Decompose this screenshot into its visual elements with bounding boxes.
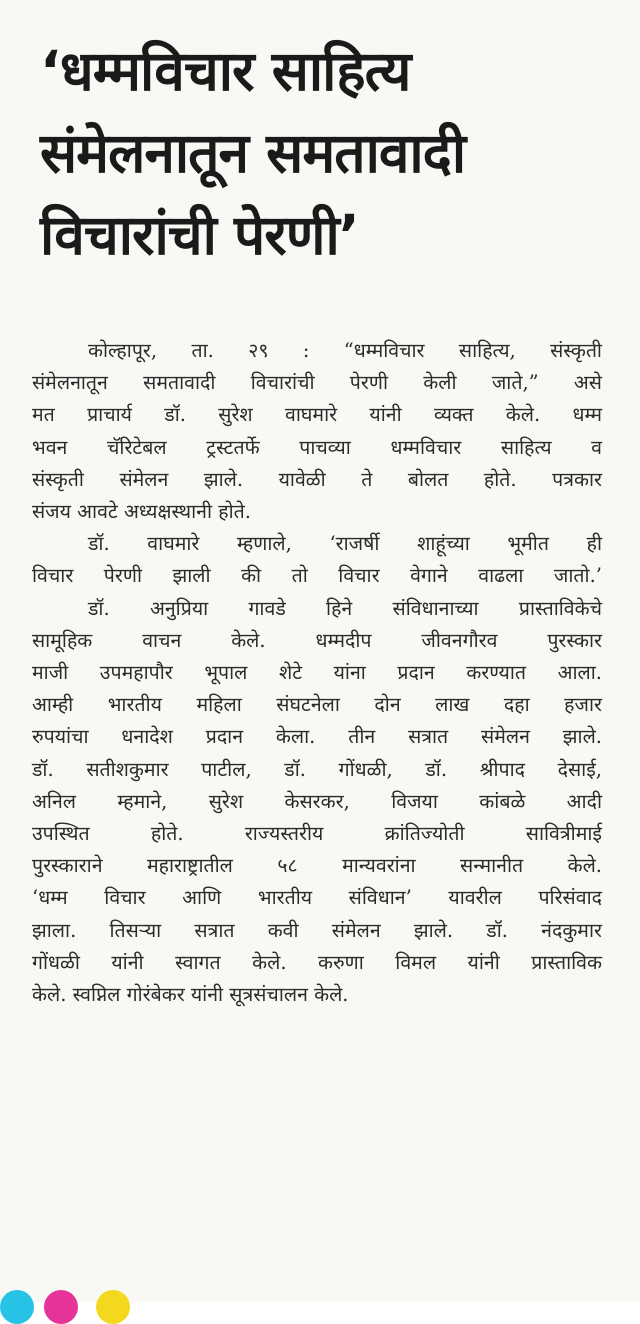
- article-paragraph: [32, 593, 602, 1012]
- article-line: गोंधळी यांनी स्वागत केले. करुणा विमल यांनी प्रास्ताविक: [32, 950, 602, 974]
- article-line: आम्ही भारतीय महिला संघटनेला दोन लाख दहा हजार: [32, 693, 602, 717]
- magenta-color-dot: [44, 1290, 78, 1324]
- yellow-color-dot: [96, 1290, 130, 1324]
- article-line: डॉ. वाघमारे म्हणाले, ‘राजर्षी शाहूंच्या भूमीत ही: [88, 532, 602, 556]
- article-line: सामूहिक वाचन केले. धम्मदीप जीवनगौरव पुरस्कार: [32, 628, 602, 652]
- article-line: डॉ. सतीशकुमार पाटील, डॉ. गोंधळी, डॉ. श्रीपाद देसाई,: [32, 757, 602, 781]
- article-line: भवन चॅरिटेबल ट्रस्टतर्फे पाचव्या धम्मविचार साहित्य व: [32, 435, 602, 459]
- article-line: झाला. तिसऱ्या सत्रात कवी संमेलन झाले. डॉ. नंदकुमार: [32, 918, 602, 942]
- article-line: ‘धम्म विचार आणि भारतीय संविधान’ यावरील परिसंवाद: [32, 886, 602, 910]
- article-paragraph: [32, 335, 602, 528]
- headline: [40, 30, 630, 276]
- article-line: रुपयांचा धनादेश प्रदान केला. तीन सत्रात संमेलन झाले.: [32, 725, 602, 749]
- article-line: मत प्राचार्य डॉ. सुरेश वाघमारे यांनी व्यक्त केले. धम्म: [32, 403, 602, 427]
- article-line: विचार पेरणी झाली की तो विचार वेगाने वाढला जातो.’: [32, 564, 602, 588]
- article-line: संस्कृती संमेलन झाले. यावेळी ते बोलत होते. पत्रकार: [32, 467, 602, 491]
- article-line: संमेलनातून समतावादी विचारांची पेरणी केली जाते,” असे: [32, 371, 602, 395]
- article-line: पुरस्काराने महाराष्ट्रातील ५८ मान्यवरांना सन्मानीत केले.: [32, 854, 602, 878]
- article-line: कोल्हापूर, ता. २९ : “धम्मविचार साहित्य, संस्कृती: [88, 339, 602, 362]
- headline-line: ‘धम्मविचार साहित्य: [40, 39, 411, 103]
- article-line: माजी उपमहापौर भूपाल शेटे यांना प्रदान करण्यात आला.: [32, 661, 602, 685]
- article-line: संजय आवटे अध्यक्षस्थानी होते.: [32, 500, 251, 524]
- headline-line: संमेलनातून समतावादी: [40, 121, 466, 185]
- article-paragraph: [32, 528, 602, 592]
- cyan-color-dot: [0, 1290, 34, 1324]
- article-line: अनिल म्हमाने, सुरेश केसरकर, विजया कांबळे आदी: [32, 789, 602, 813]
- article-line: केले. स्वप्निल गोरंबेकर यांनी सूत्रसंचालन केले.: [32, 983, 349, 1007]
- article-line: डॉ. अनुप्रिया गावडे हिने संविधानाच्या प्रास्ताविकेचे: [88, 596, 602, 620]
- article-body: [32, 335, 602, 1011]
- article-line: उपस्थित होते. राज्यस्तरीय क्रांतिज्योती सावित्रीमाई: [32, 822, 602, 846]
- headline-line: विचारांची पेरणी’: [40, 203, 359, 267]
